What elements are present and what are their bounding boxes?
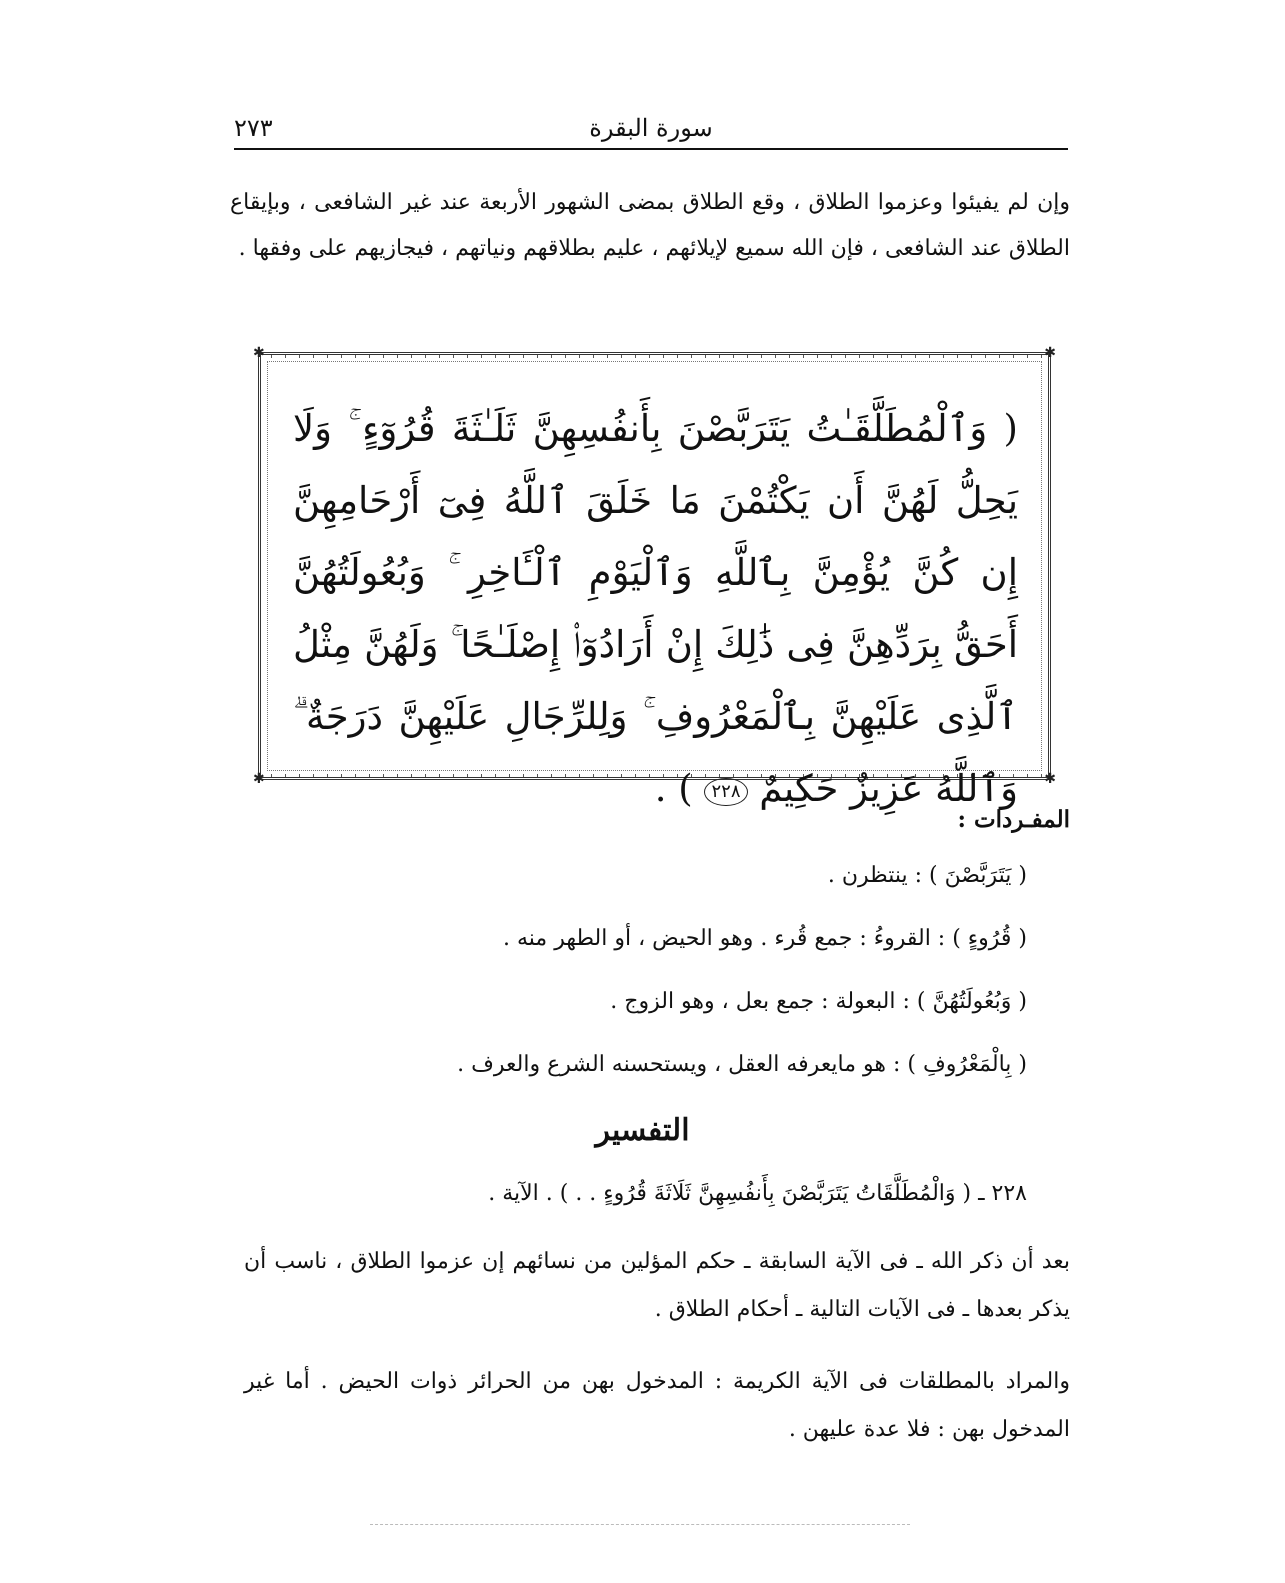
frame-corner-ornament: ✱ bbox=[253, 771, 265, 787]
footer-dashed-line bbox=[370, 1524, 910, 1525]
tafsir-verse-reference: ٢٢٨ ـ ( وَالْمُطَلَّقَاتُ يَتَرَبَّصْنَ بِأَنفُسِهِنَّ ثَلَاثَةَ قُرُوءٍ . . ) . الآية . bbox=[488, 1181, 1027, 1206]
ayah-text-block bbox=[293, 393, 1018, 825]
ayah-text: ( وَٱلْمُطَلَّقَـٰتُ يَتَرَبَّصْنَ بِأَنفُسِهِنَّ ثَلَـٰثَةَ قُرُوٓءٍ ۚ وَلَا يَحِلُّ لَهُنَّ أَن يَكْتُمْنَ مَا خَلَقَ ٱللَّهُ فِىٓ أَرْحَامِهِنَّ إِن كُنَّ يُؤْمِنَّ بِٱللَّهِ وَٱلْيَوْمِ ٱلْـَٔاخِرِ ۚ وَبُعُولَتُهُنَّ أَحَقُّ بِرَدِّهِنَّ فِى ذَٰلِكَ إِنْ أَرَادُوٓا۟ إِصْلَـٰحًا ۚ وَلَهُنَّ مِثْلُ ٱلَّذِى عَلَيْهِنَّ بِٱلْمَعْرُوفِ ۚ وَلِلرِّجَالِ عَلَيْهِنَّ دَرَجَةٌ ۗ وَٱللَّهُ عَزِيزٌ حَكِيمٌ bbox=[293, 407, 1018, 810]
ayah-number-medallion: ٢٢٨ bbox=[704, 778, 747, 806]
vocabulary-item: ( بِالْمَعْرُوفِ ) : هو مايعرفه العقل ، ويستحسنه الشرع والعرف . bbox=[457, 1052, 1027, 1077]
surah-title: سورة البقرة bbox=[589, 114, 713, 142]
frame-corner-ornament: ✱ bbox=[1044, 345, 1056, 361]
tafsir-paragraph: والمراد بالمطلقات فى الآية الكريمة : المدخول بهن من الحرائر ذوات الحيض . أما غير المدخول بهن : فلا عدة عليهن . bbox=[244, 1369, 1070, 1442]
header-rule bbox=[234, 148, 1068, 150]
ayah-frame bbox=[253, 345, 1056, 810]
frame-corner-ornament: ✱ bbox=[1044, 771, 1056, 787]
vocabulary-item: ( قُرُوءٍ ) : القروءُ : جمع قُرء . وهو الحيض ، أو الطهر منه . bbox=[503, 926, 1027, 951]
page-header bbox=[234, 108, 1068, 148]
vocabulary-item: ( وَبُعُولَتُهُنَّ ) : البعولة : جمع بعل ، وهو الزوج . bbox=[610, 989, 1027, 1014]
ayah-closing: ) . bbox=[654, 767, 693, 810]
vocabulary-item: ( يَتَرَبَّصْنَ ) : ينتظرن . bbox=[827, 863, 1027, 888]
vocabulary-heading: المفـردات : bbox=[957, 806, 1070, 833]
frame-corner-ornament: ✱ bbox=[253, 345, 265, 361]
tafsir-heading: التفسير bbox=[595, 1113, 690, 1148]
page-number: ٢٧٣ bbox=[234, 114, 273, 142]
intro-paragraph: وإن لم يفيئوا وعزموا الطلاق ، وقع الطلاق بمضى الشهور الأربعة عند غير الشافعى ، وبإيقاع الطلاق عند الشافعى ، فإن الله سميع لإيلائهم ، عليم بطلاقهم ونياتهم ، فيجازيهم على وفقها . bbox=[230, 190, 1070, 261]
tafsir-paragraph: بعد أن ذكر الله ـ فى الآية السابقة ـ حكم المؤلين من نسائهم إن عزموا الطلاق ، ناسب أن يذكر بعدها ـ فى الآيات التالية ـ أحكام الطلاق . bbox=[244, 1249, 1070, 1322]
